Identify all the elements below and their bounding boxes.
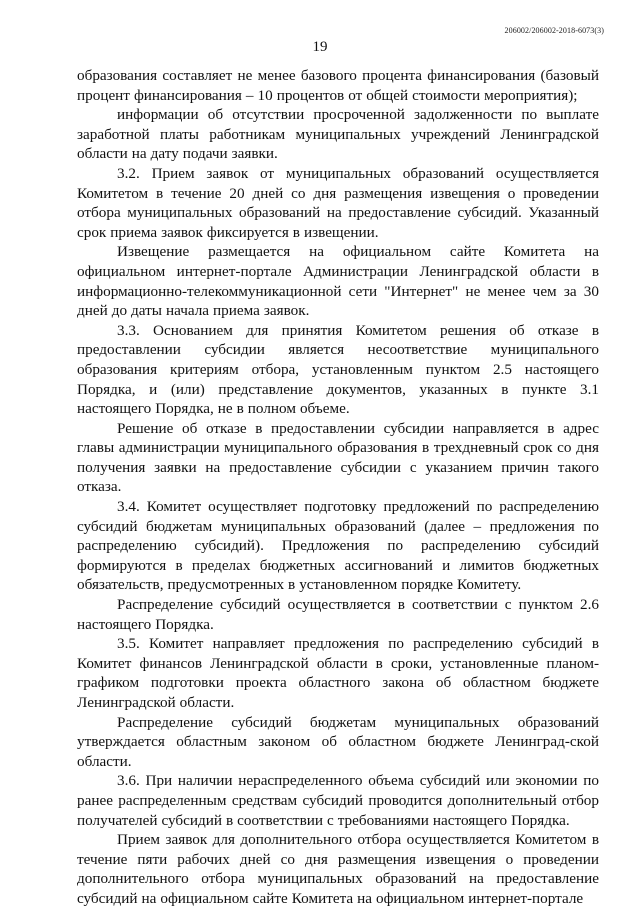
paragraph: Распределение субсидий бюджетам муниципальных образований утверждается областным законом об областном бюджете Ленинград-ской области. bbox=[77, 713, 599, 770]
paragraph: 3.2. Прием заявок от муниципальных образований осуществляется Комитетом в течение 20 дней со дня размещения извещения о проведении отбора муниципальных образований на предоставление субсидий. Указанный срок приема заявок фиксируется в извещении. bbox=[77, 164, 599, 241]
document-code: 206002/206002-2018-6073(3) bbox=[504, 26, 604, 35]
paragraph: 3.3. Основанием для принятия Комитетом решения об отказе в предоставлении субсидии является несоответствие муниципального образования критериям отбора, установленным пунктом 2.5 настоящего Порядка, и (или) представление документов, указанных в пункте 3.1 настоящего Порядка, не в полном объеме. bbox=[77, 321, 599, 418]
paragraph: 3.5. Комитет направляет предложения по распределению субсидий в Комитет финансов Ленинградской области в сроки, установленные планом-графиком подготовки проекта областного закона об областном бюджете Ленинградской области. bbox=[77, 635, 599, 711]
page-number: 19 bbox=[312, 39, 328, 55]
paragraph: Извещение размещается на официальном сайте Комитета на официальном интернет-портале Администрации Ленинградской области в информационно-телекоммуникационной сети "Интернет" не менее чем за 30 дней до даты начала приема заявок. bbox=[77, 243, 599, 320]
paragraph: 3.6. При наличии нераспределенного объема субсидий или экономии по ранее распределенным средствам субсидий проводится дополнительный отбор получателей субсидий в соответствии с требованиями настоящего Порядка. bbox=[77, 772, 599, 829]
paragraph: Решение об отказе в предоставлении субсидии направляется в адрес главы администрации муниципального образования в трехдневный срок со дня получения заявки на предоставление субсидии с указанием причин такого отказа. bbox=[77, 419, 599, 496]
paragraph: образования составляет не менее базового процента финансирования (базовый процент финансирования – 10 процентов от общей стоимости мероприятия); bbox=[77, 67, 599, 104]
paragraph: информации об отсутствии просроченной задолженности по выплате заработной платы работникам муниципальных учреждений Ленинградской области на дату подачи заявки. bbox=[77, 106, 599, 163]
paragraph: Прием заявок для дополнительного отбора осуществляется Комитетом в течение пяти рабочих дней со дня размещения извещения о проведении дополнительного отбора муниципальных образований на предоставление субсидий на официальном сайте Комитета на официальном интернет-портале bbox=[77, 831, 599, 907]
document-body bbox=[77, 66, 599, 909]
paragraph: Распределение субсидий осуществляется в соответствии с пунктом 2.6 настоящего Порядка. bbox=[77, 596, 599, 633]
paragraph: 3.4. Комитет осуществляет подготовку предложений по распределению субсидий бюджетам муниципальных образований (далее – предложения по распределению субсидий). Предложения по распределению субсидий формируются в пределах бюджетных ассигнований и лимитов бюджетных обязательств, предусмотренных в установленном порядке Комитету. bbox=[77, 498, 599, 594]
